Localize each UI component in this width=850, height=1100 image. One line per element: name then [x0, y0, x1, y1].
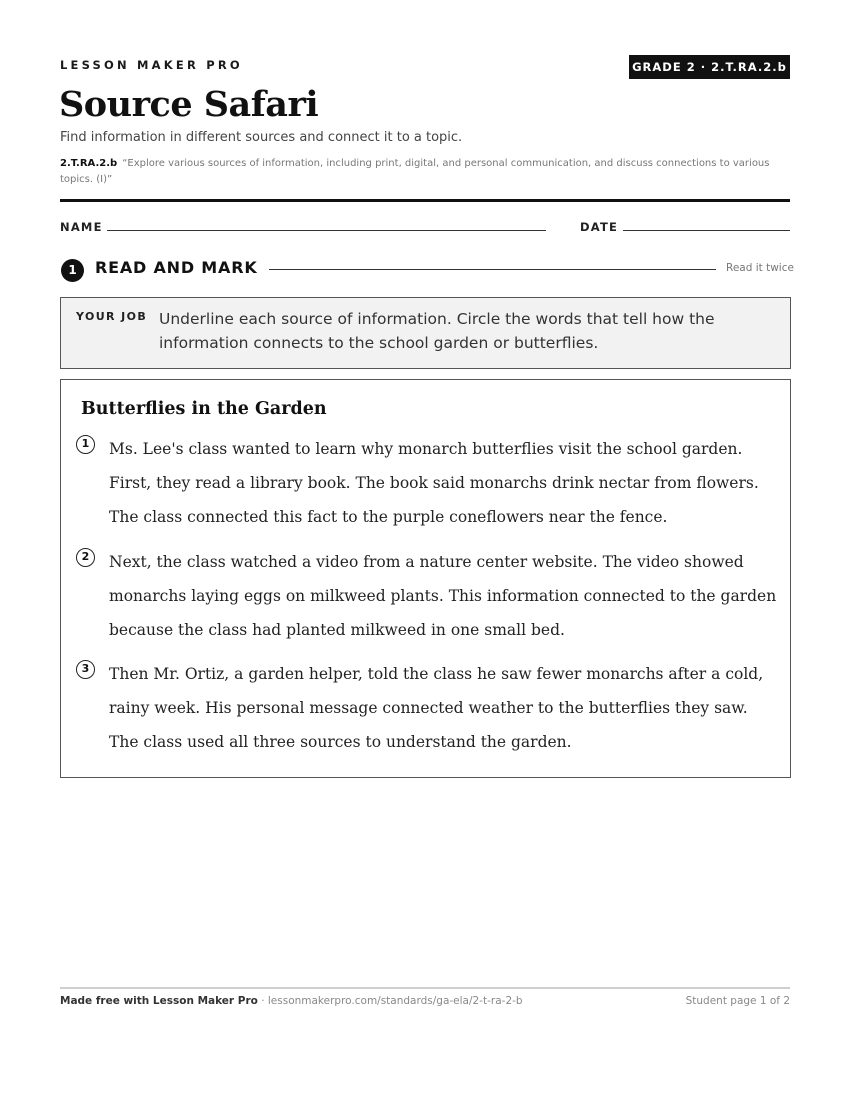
footer-made-by: Made free with Lesson Maker Pro	[60, 995, 258, 1007]
passage-paragraph-2: Next, the class watched a video from a nature center website. The video showed monarchs laying eggs on milkweed plants. This information connected to the garden because the class had planted milkweed in one small bed.	[109, 553, 777, 639]
paragraph-number-3: 3	[76, 660, 95, 679]
standard-code: 2.T.RA.2.b	[60, 158, 118, 169]
page-subtitle: Find information in different sources and connect it to a topic.	[60, 130, 463, 145]
section-divider	[269, 269, 716, 270]
date-field[interactable]	[623, 230, 790, 231]
paragraph-number-1: 1	[76, 435, 95, 454]
job-label: YOUR JOB	[76, 310, 148, 323]
footer-divider	[60, 987, 790, 989]
footer-url: · lessonmakerpro.com/standards/ga-ela/2-t-ra-2-b	[257, 995, 523, 1007]
header-divider	[60, 199, 790, 202]
paragraph-number-2: 2	[76, 548, 95, 567]
brand-name: LESSON MAKER PRO	[60, 58, 243, 72]
page-title: Source Safari	[59, 84, 319, 125]
job-text: Underline each source of information. Circle the words that tell how the information connects to the school garden or butterflies.	[159, 310, 715, 352]
date-label: DATE	[580, 220, 619, 234]
passage-paragraph-3: Then Mr. Ortiz, a garden helper, told the class he saw fewer monarchs after a cold, rainy week. His personal message connected weather to the butterflies they saw. The class used all three sources to understand the garden.	[109, 665, 764, 751]
reading-passage	[60, 379, 791, 778]
name-field[interactable]	[107, 230, 546, 231]
footer-credit	[60, 995, 523, 1007]
standard-description	[60, 156, 790, 188]
section-number-badge: 1	[61, 259, 84, 282]
section-title: READ AND MARK	[95, 258, 258, 277]
passage-paragraph-1: Ms. Lee's class wanted to learn why monarch butterflies visit the school garden. First, they read a library book. The book said monarchs drink nectar from flowers. The class connected this fact to the purple coneflowers near the fence.	[109, 440, 759, 526]
grade-badge: GRADE 2 · 2.T.RA.2.b	[629, 55, 790, 79]
standard-text: “Explore various sources of information, including print, digital, and personal communication, and discuss connections to various topics. (I)”	[60, 158, 770, 185]
section-note: Read it twice	[726, 262, 794, 274]
footer-page-number: Student page 1 of 2	[685, 995, 790, 1007]
name-label: NAME	[60, 220, 103, 234]
passage-title: Butterflies in the Garden	[81, 399, 327, 419]
job-instructions-box	[60, 297, 791, 369]
